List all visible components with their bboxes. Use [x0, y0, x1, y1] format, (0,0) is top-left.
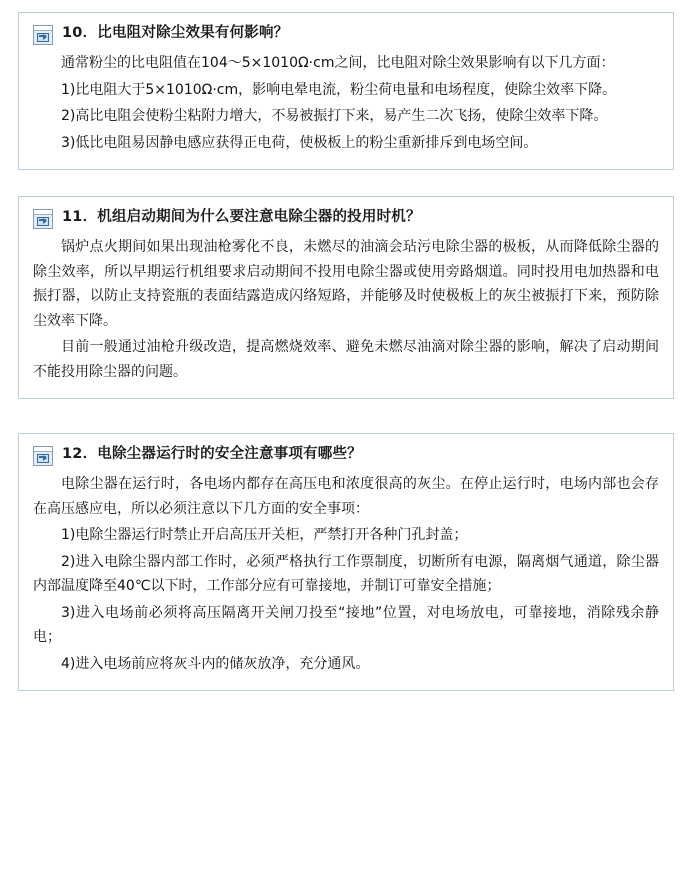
paragraph: 目前一般通过油枪升级改造，提高燃烧效率、避免未燃尽油滴对除尘器的影响，解决了启动期间不能投用除尘器的问题。	[33, 339, 659, 380]
paragraph: 电除尘器在运行时，各电场内都存在高压电和浓度很高的灰尘。在停止运行时，电场内部也会存在高压感应电，所以必须注意以下几方面的安全事项：	[33, 476, 659, 517]
paragraph: 4)进入电场前应将灰斗内的储灰放净，充分通风。	[61, 655, 370, 672]
qa-block-12	[18, 433, 674, 691]
paragraph: 通常粉尘的比电阻值在104～5×1010Ω·cm之间，比电阻对除尘效果影响有以下几方面：	[61, 55, 615, 71]
question-heading-row	[33, 444, 659, 466]
paragraph: 1)电除尘器运行时禁止开启高压开关柜，严禁打开各种门孔封盖；	[61, 527, 468, 543]
question-title: 10．比电阻对除尘效果有何影响？	[62, 25, 289, 41]
paragraph: 2)进入电除尘器内部工作时，必须严格执行工作票制度，切断所有电源，隔离烟气通道，除尘器内部温度降至40℃以下时，工作部分应有可靠接地，并制订可靠安全措施；	[33, 553, 659, 594]
qa-block-11	[18, 196, 674, 399]
question-heading-row	[33, 23, 659, 45]
question-marker-icon	[33, 209, 53, 229]
question-title: 12．电除尘器运行时的安全注意事项有哪些？	[62, 446, 362, 462]
question-marker-icon	[33, 25, 53, 45]
paragraph: 3)进入电场前必须将高压隔离开关闸刀投至“接地”位置，对电场放电，可靠接地，消除残余静电；	[33, 604, 659, 645]
qa-block-10	[18, 12, 674, 170]
question-title: 11．机组启动期间为什么要注意电除尘器的投用时机？	[62, 209, 421, 225]
question-heading-row	[33, 207, 659, 229]
paragraph: 1)比电阻大于5×1010Ω·cm，影响电晕电流，粉尘荷电量和电场程度，使除尘效率下降。	[61, 81, 617, 98]
paragraph: 3)低比电阻易因静电感应获得正电荷，使极板上的粉尘重新排斥到电场空间。	[61, 134, 538, 151]
question-marker-icon	[33, 446, 53, 466]
paragraph: 2)高比电阻会使粉尘粘附力增大，不易被振打下来，易产生二次飞扬，使除尘效率下降。	[61, 108, 608, 124]
paragraph: 锅炉点火期间如果出现油枪雾化不良，未燃尽的油滴会玷污电除尘器的极板，从而降低除尘器的除尘效率，所以早期运行机组要求启动期间不投用电除尘器或使用旁路烟道。同时投用电加热器和电振打器，以防止支持瓷瓶的表面结露造成闪络短路，并能够及时使极板上的灰尘被振打下来，预防除尘效率下降。	[33, 239, 659, 329]
